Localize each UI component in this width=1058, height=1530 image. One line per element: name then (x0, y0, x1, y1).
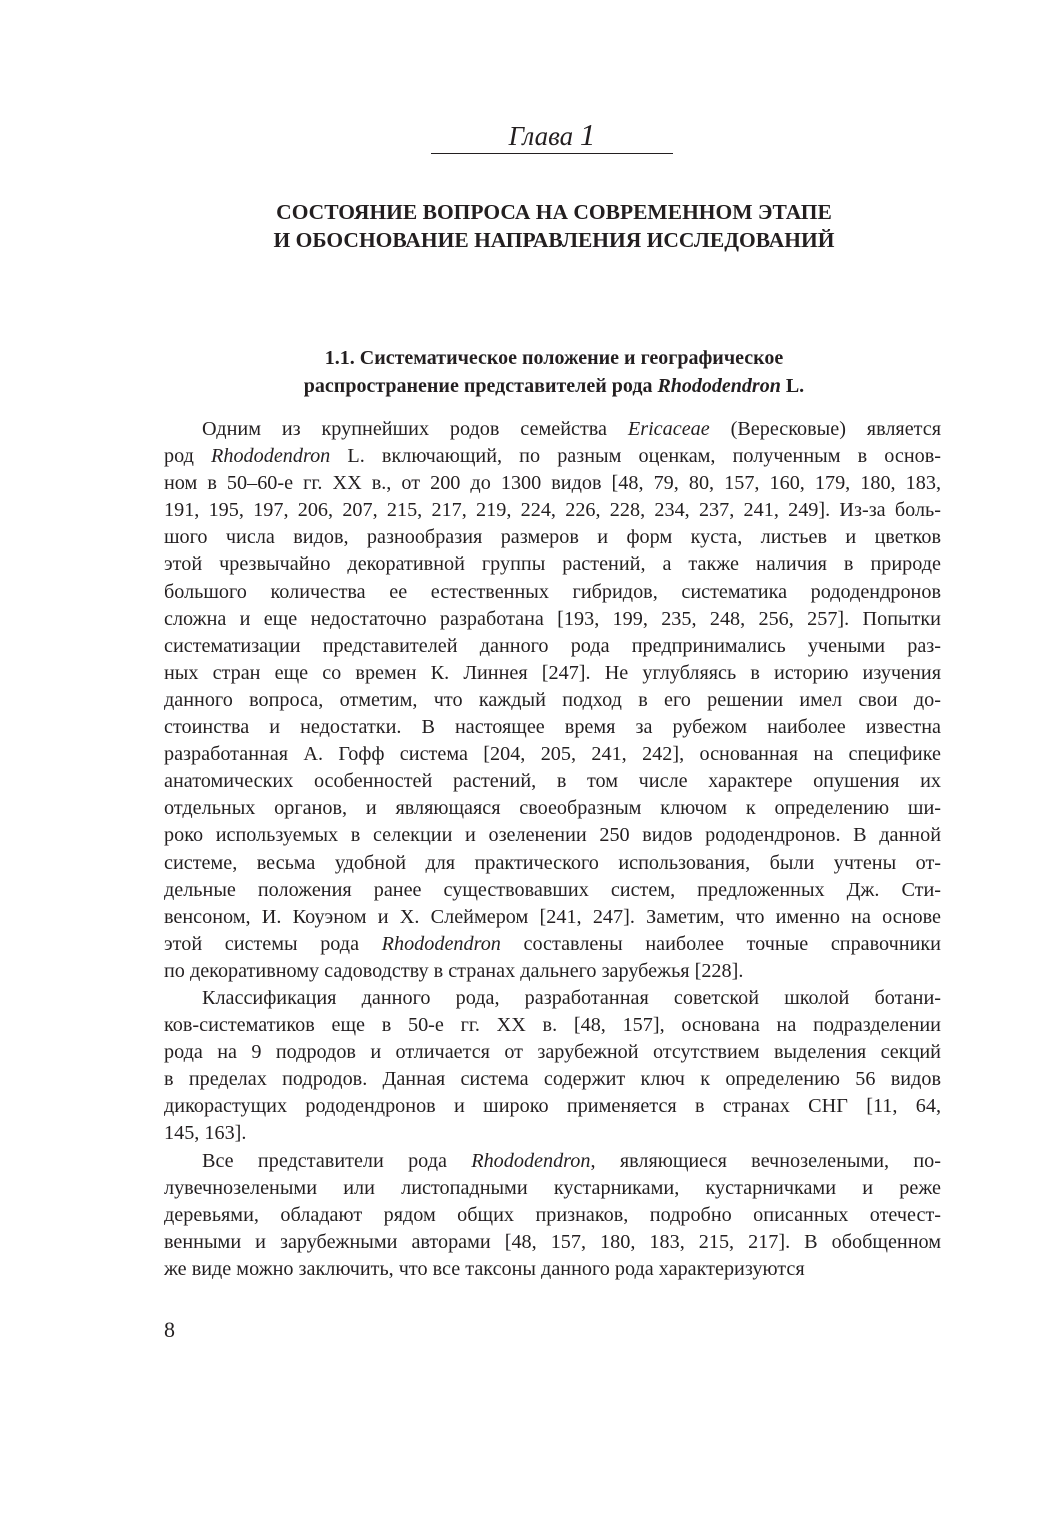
text-run: L. включающий, по разным оценкам, полученным в основ- (330, 445, 941, 468)
chapter-underline (431, 153, 673, 154)
text-line (164, 1148, 941, 1175)
italic-term: Rhododendron (211, 445, 331, 468)
text-line (164, 714, 941, 741)
text-line (164, 985, 941, 1012)
text-run: лувечнозелеными или листопадными кустарниками, кустарничками и реже (164, 1176, 941, 1199)
text-run: в пределах подродов. Данная система содержит ключ к определению 56 видов (164, 1068, 941, 1091)
section-title (164, 344, 944, 400)
text-line (164, 470, 941, 497)
text-run: ном в 50–60-е гг. XX в., от 200 до 1300 видов [48, 79, 80, 157, 160, 179, 180, 183, (164, 472, 941, 495)
text-line (164, 551, 941, 578)
text-run: по декоративному садоводству в странах дальнего зарубежья [228]. (164, 959, 744, 982)
text-line (164, 1093, 941, 1120)
text-line (164, 1120, 941, 1147)
section-title-line (164, 372, 944, 400)
text-run: разработанная А. Гофф система [204, 205, 241, 242], основанная на специфике (164, 743, 941, 766)
text-run: стоинства и недостатки. В настоящее время за рубежом наиболее известна (164, 716, 941, 739)
text-line (164, 1012, 941, 1039)
text-run: 145, 163]. (164, 1122, 247, 1145)
italic-term: Rhododendron (471, 1149, 591, 1172)
text-run: род (164, 445, 212, 468)
text-line (164, 443, 941, 470)
text-run: роко используемых в селекции и озеленении 250 видов рододендронов. В данной (164, 824, 941, 847)
text-line (164, 524, 941, 551)
text-run: шого числа видов, разнообразия размеров и форм куста, листьев и цветков (164, 526, 941, 549)
text-run: составлены наиболее точные справочники (500, 932, 941, 955)
text-run: , являющиеся вечнозелеными, по- (590, 1149, 941, 1172)
text-line (164, 633, 941, 660)
text-run: дикорастущих рододендронов и широко применяется в странах СНГ [11, 64, (164, 1095, 941, 1118)
text-line (164, 1256, 941, 1283)
text-run: системе, весьма удобной для практического использования, были учтены от- (164, 851, 941, 874)
text-run: ков-систематиков еще в 50-е гг. XX в. [48, 157], основана на подразделении (164, 1014, 941, 1037)
text-line (164, 1229, 941, 1256)
text-run: венными и зарубежными авторами [48, 157, 180, 183, 215, 217]. В обобщенном (164, 1230, 941, 1253)
text-run: данного вопроса, отметим, что каждый подход в его решении имел свои до- (164, 688, 941, 711)
chapter-title-line: И ОБОСНОВАНИЕ НАПРАВЛЕНИЯ ИССЛЕДОВАНИЙ (273, 228, 835, 252)
body-text (164, 416, 941, 1283)
section-title-genus: Rhododendron (657, 375, 781, 397)
text-line (164, 850, 941, 877)
page-number: 8 (164, 1317, 175, 1342)
text-line (164, 877, 941, 904)
text-run: ных стран еще со времен К. Линнея [247]. Не углубляясь в историю изучения (164, 661, 941, 684)
text-line (164, 687, 941, 714)
italic-term: Ericaceae (627, 418, 710, 440)
text-line (164, 741, 941, 768)
chapter-heading (431, 118, 673, 153)
chapter-title-line: СОСТОЯНИЕ ВОПРОСА НА СОВРЕМЕННОМ ЭТАПЕ (276, 200, 832, 224)
text-run: систематизации представителей данного рода предпринимались учеными раз- (164, 634, 941, 657)
text-line (164, 606, 941, 633)
text-line (164, 958, 941, 985)
paragraph (164, 416, 941, 985)
paragraph (164, 1148, 941, 1283)
section-title-line: 1.1. Систематическое положение и географическое (324, 347, 784, 369)
text-line (164, 795, 941, 822)
paragraph (164, 985, 941, 1148)
chapter-title (164, 198, 944, 254)
text-run: рода на 9 подродов и отличается от зарубежной отсутствием выделения секций (164, 1041, 941, 1064)
chapter-number: 1 (579, 117, 596, 152)
text-run: Классификация данного рода, разработанная советской школой ботани- (202, 986, 941, 1009)
text-line (164, 416, 941, 443)
text-line (164, 1202, 941, 1229)
text-run: Одним из крупнейших родов семейства (202, 418, 628, 440)
text-run: этой чрезвычайно декоративной группы растений, а также наличия в природе (164, 553, 941, 576)
text-line (164, 904, 941, 931)
text-run: Все представители рода (202, 1149, 472, 1172)
italic-term: Rhododendron (381, 932, 501, 955)
section-title-author: L. (780, 375, 805, 397)
text-run: 191, 195, 197, 206, 207, 215, 217, 219, 224, 226, 228, 234, 237, 241, 249]. Из-за боль- (164, 499, 941, 522)
text-line (164, 497, 941, 524)
text-run: этой системы рода (164, 932, 382, 955)
text-run: сложна и еще недостаточно разработана [193, 199, 235, 248, 256, 257]. Попытки (164, 607, 941, 630)
text-run: же виде можно заключить, что все таксоны данного рода характеризуются (164, 1257, 805, 1280)
text-run: деревьями, обладают рядом общих признаков, подробно описанных отечест- (164, 1203, 941, 1226)
text-line (164, 822, 941, 849)
text-run: анатомических особенностей растений, в том числе характере опушения их (164, 770, 941, 793)
text-line (164, 931, 941, 958)
section-title-text: распространение представителей рода (303, 375, 658, 397)
text-line (164, 579, 941, 606)
text-line (164, 1066, 941, 1093)
chapter-label-text: Глава (508, 121, 574, 151)
text-run: венсоном, И. Коуэном и Х. Слеймером [241, 247]. Заметим, что именно на основе (164, 905, 941, 928)
text-line (164, 1039, 941, 1066)
text-run: дельные положения ранее существовавших систем, предложенных Дж. Сти- (164, 878, 941, 901)
text-line (164, 1175, 941, 1202)
text-run: отдельных органов, и являющаяся своеобразным ключом к определению ши- (164, 797, 941, 820)
text-line (164, 768, 941, 795)
text-run: большого количества ее естественных гибридов, систематика рододендронов (164, 580, 941, 603)
text-run: (Вересковые) является (709, 418, 941, 440)
text-line (164, 660, 941, 687)
